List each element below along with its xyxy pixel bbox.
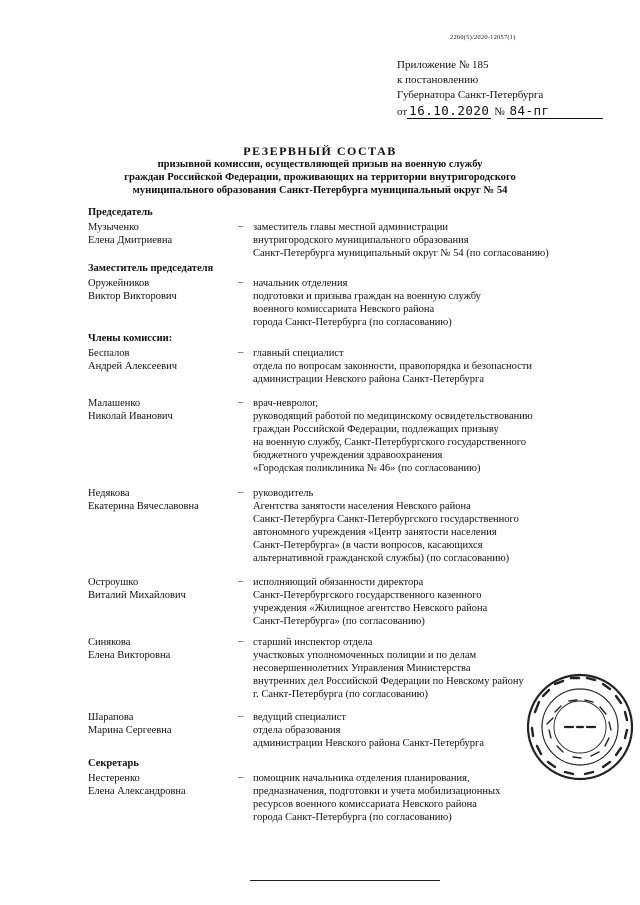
position-line: граждан Российской Федерации, подлежащих призыву bbox=[253, 424, 499, 435]
dash: – bbox=[238, 347, 244, 358]
position-line: «Городская поликлиника № 46» (по согласованию) bbox=[253, 463, 481, 474]
person-position bbox=[253, 347, 613, 386]
person-given-name: Елена Викторовна bbox=[88, 650, 171, 661]
dash: – bbox=[238, 576, 244, 587]
position-line: несовершеннолетних Управления Министерства bbox=[253, 663, 471, 674]
position-line: на военную службу, Санкт-Петербургского государственного bbox=[253, 437, 527, 448]
position-line: внутригородского муниципального образования bbox=[253, 235, 469, 246]
annex-number: 84-пг bbox=[507, 103, 603, 119]
position-line: администрации Невского района Санкт-Петербурга bbox=[253, 374, 484, 385]
section-secretary: Секретарь bbox=[88, 758, 139, 769]
person-name bbox=[88, 636, 233, 662]
person-given-name: Николай Иванович bbox=[88, 411, 173, 422]
document-id: 2260(5)/2020-12057(1) bbox=[450, 34, 516, 41]
position-line: врач-невролог, bbox=[253, 398, 319, 409]
position-line: г. Санкт-Петербурга (по согласованию) bbox=[253, 689, 429, 700]
person-position bbox=[253, 487, 613, 565]
position-line: руководитель bbox=[253, 488, 314, 499]
dash: – bbox=[238, 772, 244, 783]
annex-block bbox=[397, 58, 603, 120]
divider bbox=[250, 880, 440, 881]
section-deputy: Заместитель председателя bbox=[88, 263, 214, 274]
position-line: участковых уполномоченных полиции и по делам bbox=[253, 650, 477, 661]
position-line: отдела образования bbox=[253, 725, 341, 736]
subtitle-line: призывной комиссии, осуществляющей призыв на военную службу bbox=[157, 159, 483, 170]
annex-date: 16.10.2020 bbox=[409, 103, 490, 118]
annex-line-1: Приложение № 185 bbox=[397, 59, 489, 71]
person-name bbox=[88, 347, 233, 373]
person-surname: Нестеренко bbox=[88, 773, 140, 784]
position-line: администрации Невского района Санкт-Петербурга bbox=[253, 738, 484, 749]
position-line: подготовки и призыва граждан на военную службу bbox=[253, 291, 481, 302]
section-chairman: Председатель bbox=[88, 207, 153, 218]
position-line: Санкт-Петербурга Санкт-Петербургского государственного bbox=[253, 514, 519, 525]
position-line: предназначения, подготовки и учета мобилизационных bbox=[253, 786, 501, 797]
position-line: альтернативной гражданской службы) (по согласованию) bbox=[253, 553, 510, 564]
position-line: главный специалист bbox=[253, 348, 344, 359]
position-line: города Санкт-Петербурга (по согласованию) bbox=[253, 317, 452, 328]
person-name bbox=[88, 277, 233, 303]
page-subtitle bbox=[0, 158, 640, 197]
position-line: города Санкт-Петербурга (по согласованию) bbox=[253, 812, 452, 823]
annex-line-3: Губернатора Санкт-Петербурга bbox=[397, 89, 544, 101]
position-line: Агентства занятости населения Невского района bbox=[253, 501, 471, 512]
person-surname: Остроушко bbox=[88, 577, 139, 588]
person-surname: Недякова bbox=[88, 488, 130, 499]
person-surname: Шарапова bbox=[88, 712, 134, 723]
position-line: отдела по вопросам законности, правопорядка и безопасности bbox=[253, 361, 533, 372]
position-line: бюджетного учреждения здравоохранения bbox=[253, 450, 443, 461]
person-given-name: Виталий Михайлович bbox=[88, 590, 186, 601]
person-name bbox=[88, 221, 233, 247]
person-name bbox=[88, 397, 233, 423]
person-name bbox=[88, 487, 233, 513]
person-given-name: Елена Дмитриевна bbox=[88, 235, 173, 246]
annex-from-label: от bbox=[397, 106, 408, 118]
person-position bbox=[253, 221, 613, 260]
person-surname: Оружейников bbox=[88, 278, 150, 289]
position-line: учреждения «Жилищное агентство Невского района bbox=[253, 603, 488, 614]
person-given-name: Елена Александровна bbox=[88, 786, 186, 797]
subtitle-line: граждан Российской Федерации, проживающих на территории внутригородского bbox=[124, 172, 516, 183]
person-given-name: Екатерина Вячеславовна bbox=[88, 501, 199, 512]
position-line: ведущий специалист bbox=[253, 712, 346, 723]
person-given-name: Виктор Викторович bbox=[88, 291, 177, 302]
position-line: помощник начальника отделения планирования, bbox=[253, 773, 470, 784]
position-line: Санкт-Петербурга» (по согласованию) bbox=[253, 616, 425, 627]
person-position bbox=[253, 397, 613, 475]
position-line: военного комиссариата Невского района bbox=[253, 304, 435, 315]
person-given-name: Андрей Алексеевич bbox=[88, 361, 177, 372]
position-line: заместитель главы местной администрации bbox=[253, 222, 449, 233]
person-given-name: Марина Сергеевна bbox=[88, 725, 172, 736]
person-name bbox=[88, 576, 233, 602]
person-surname: Синякова bbox=[88, 637, 131, 648]
dash: – bbox=[238, 487, 244, 498]
person-surname: Беспалов bbox=[88, 348, 130, 359]
position-line: внутренних дел Российской Федерации по Невскому району bbox=[253, 676, 524, 687]
dash: – bbox=[238, 711, 244, 722]
section-members: Члены комиссии: bbox=[88, 333, 173, 344]
position-line: автономного учреждения «Центр занятости населения bbox=[253, 527, 497, 538]
person-name bbox=[88, 711, 233, 737]
dash: – bbox=[238, 277, 244, 288]
official-stamp-icon bbox=[525, 672, 635, 782]
person-position bbox=[253, 576, 613, 628]
position-line: Санкт-Петербурга муниципальный округ № 54 (по согласованию) bbox=[253, 248, 549, 259]
position-line: Санкт-Петербургского государственного казенного bbox=[253, 590, 482, 601]
annex-line-4 bbox=[397, 103, 603, 120]
dash: – bbox=[238, 636, 244, 647]
dash: – bbox=[238, 397, 244, 408]
position-line: исполняющий обязанности директора bbox=[253, 577, 424, 588]
person-position bbox=[253, 277, 613, 329]
position-line: начальник отделения bbox=[253, 278, 348, 289]
position-line: руководящий работой по медицинскому освидетельствованию bbox=[253, 411, 533, 422]
annex-line-2: к постановлению bbox=[397, 74, 479, 86]
page-title: РЕЗЕРВНЫЙ СОСТАВ bbox=[243, 144, 397, 158]
subtitle-line: муниципального образования Санкт-Петербурга муниципальный округ № 54 bbox=[132, 185, 508, 196]
position-line: старший инспектор отдела bbox=[253, 637, 373, 648]
person-name bbox=[88, 772, 233, 798]
dash: – bbox=[238, 221, 244, 232]
position-line: Санкт-Петербурга» (в части вопросов, касающихся bbox=[253, 540, 483, 551]
person-surname: Малашенко bbox=[88, 398, 141, 409]
person-surname: Музыченко bbox=[88, 222, 139, 233]
annex-number-label: № bbox=[494, 106, 505, 118]
position-line: ресурсов военного комиссариата Невского района bbox=[253, 799, 477, 810]
